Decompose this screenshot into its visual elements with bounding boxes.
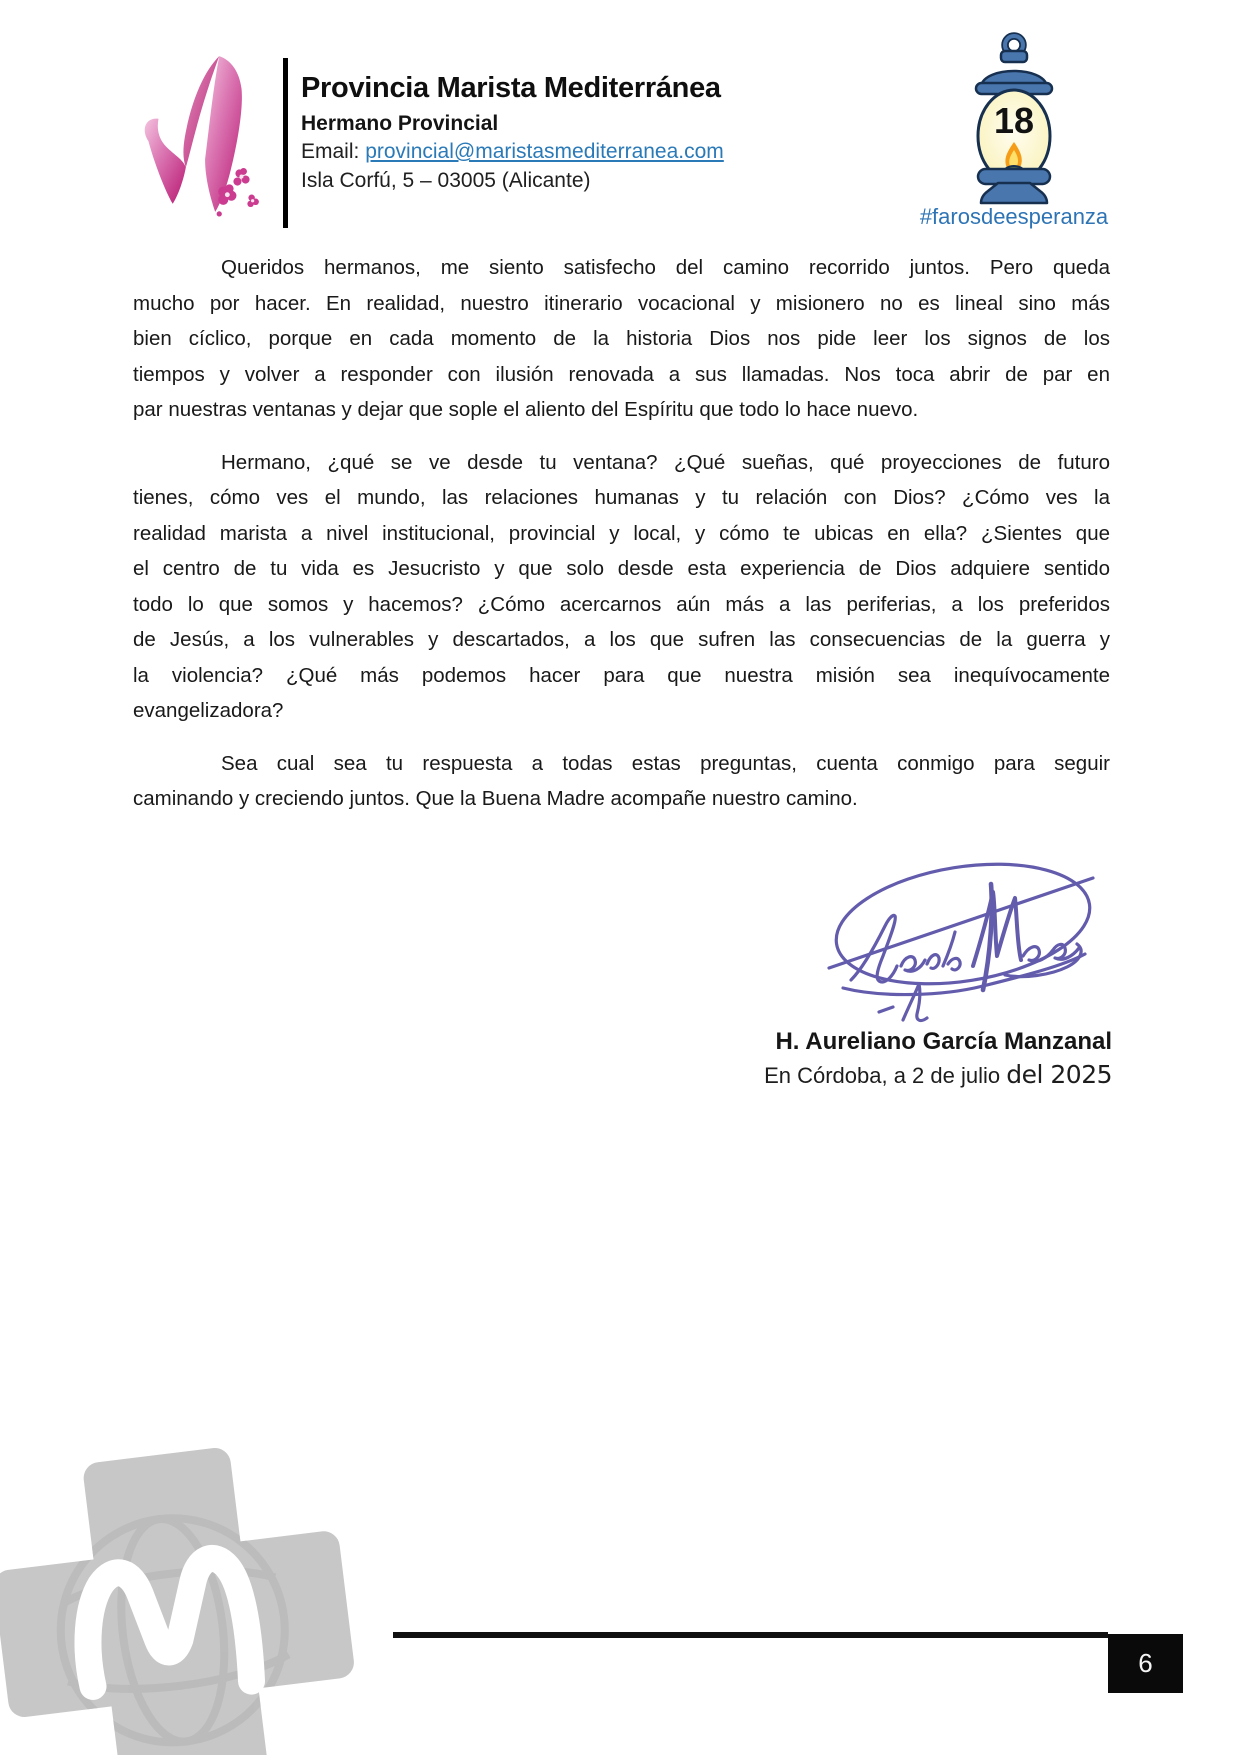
text-line: caminando y creciendo juntos. Que la Buena Madre acompañe nuestro camino.	[133, 787, 858, 810]
text-line: tienes, cómo ves el mundo, las relaciones humanas y tu relación con Dios? ¿Cómo ves la	[133, 486, 1110, 509]
email-label: Email:	[301, 140, 366, 163]
letter-body	[133, 250, 1110, 817]
text-line: mucho por hacer. En realidad, nuestro itinerario vocacional y misionero no es lineal sino más	[133, 291, 1110, 315]
header-divider	[283, 58, 288, 228]
page-number: 6	[1138, 1648, 1153, 1678]
date-prefix: En Córdoba, a 2 de julio	[764, 1063, 1007, 1088]
text-line: Hermano, ¿qué se ve desde tu ventana? ¿Qué sueñas, qué proyecciones de futuro	[221, 450, 1110, 474]
text-line: evangelizadora?	[133, 699, 284, 722]
lantern-icon	[961, 32, 1067, 208]
date-suffix: del 2025	[1006, 1060, 1112, 1089]
text-line: el centro de tu vida es Jesucristo y que solo desde esta experiencia de Dios adquiere sentido	[133, 557, 1110, 580]
signer-name: H. Aureliano García Manzanal	[775, 1028, 1112, 1055]
signature-block	[620, 1026, 1112, 1091]
text-line: realidad marista a nivel institucional, provincial y local, y cómo te ubicas en ella? ¿Sientes que	[133, 521, 1110, 545]
text-line: par nuestras ventanas y dejar que sople el aliento del Espíritu que todo lo hace nuevo.	[133, 398, 919, 421]
text-line: tiempos y volver a responder con ilusión renovada a sus llamadas. Nos toca abrir de par en	[133, 362, 1110, 386]
text-line: Sea cual sea tu respuesta a todas estas preguntas, cuenta conmigo para seguir	[221, 751, 1110, 775]
org-name: Provincia Marista Mediterránea	[301, 72, 721, 104]
email-link[interactable]: provincial@maristasmediterranea.com	[365, 140, 724, 163]
text-line: Queridos hermanos, me siento satisfecho del camino recorrido juntos. Pero queda	[221, 256, 1110, 279]
text-line: la violencia? ¿Qué más podemos hacer para que nuestra misión sea inequívocamente	[133, 663, 1110, 687]
marist-cross-watermark-icon	[0, 1424, 362, 1755]
paragraph	[133, 746, 1110, 817]
footer-rule	[393, 1632, 1108, 1638]
letterhead	[301, 70, 981, 195]
text-line: bien cíclico, porque en cada momento de la historia Dios nos pide leer los signos de los	[133, 327, 1110, 350]
email-line	[301, 137, 981, 166]
signature-date	[620, 1060, 1112, 1091]
paragraph	[133, 445, 1110, 729]
hashtag-label: #farosdeesperanza	[919, 204, 1109, 229]
handwritten-signature	[823, 848, 1101, 1036]
text-line: de Jesús, a los vulnerables y descartados, a los que sufren las consecuencias de la guerra y	[133, 628, 1110, 651]
page-number-badge	[1108, 1634, 1183, 1693]
address-line: Isla Corfú, 5 – 03005 (Alicante)	[301, 169, 591, 192]
marista-heart-logo-icon	[131, 50, 267, 220]
text-line: todo lo que somos y hacemos? ¿Cómo acercarnos aún más a las periferias, a los preferidos	[133, 592, 1110, 616]
paragraph	[133, 250, 1110, 428]
lantern-number: 18	[993, 100, 1035, 141]
org-subtitle: Hermano Provincial	[301, 112, 499, 135]
